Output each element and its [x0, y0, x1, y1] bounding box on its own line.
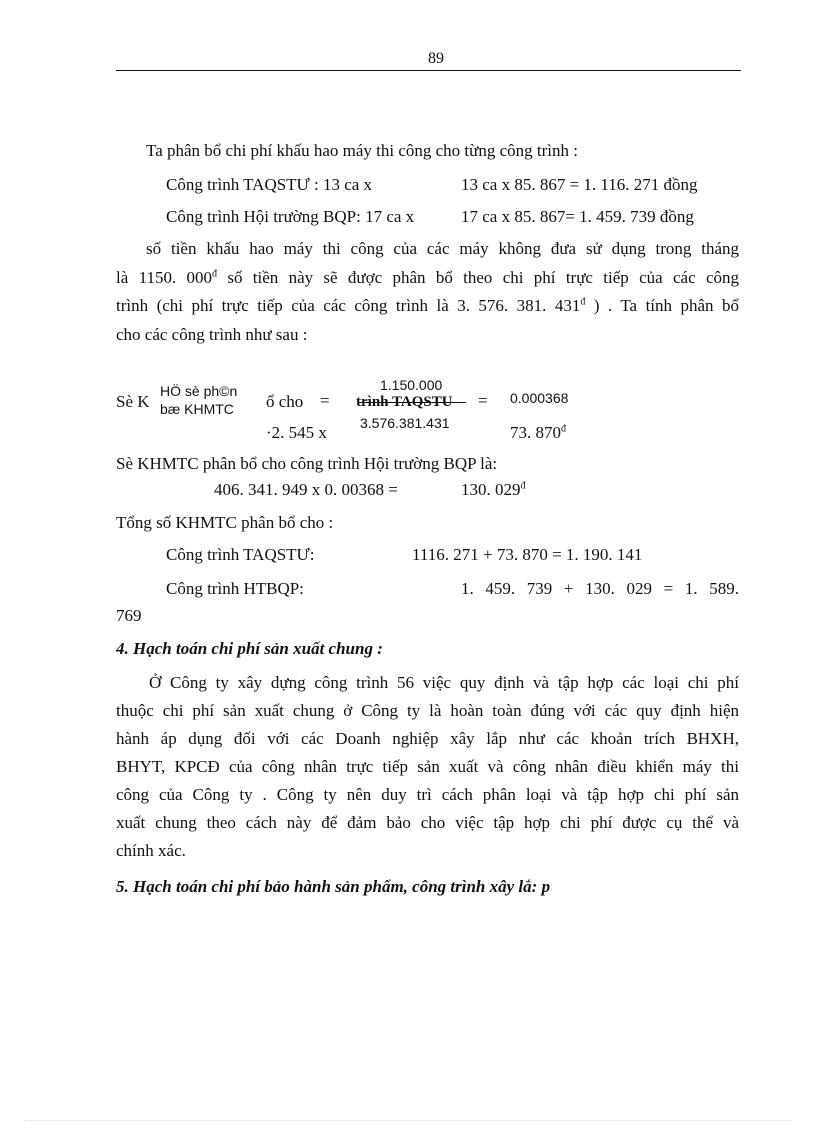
- bqp-allocation-heading: Sè KHMTC phân bổ cho công trình Hội trường BQP là:: [116, 454, 498, 473]
- paragraph-depreciation-line-2: là 1150. $000^đ$ số tiền này sẽ được phân bổ theo chi phí trực tiếp của các công: [116, 268, 739, 287]
- paragraph-depreciation-line-3: trình (chi phí trực tiếp của các công trình là 3. 576. 381. $431^đ$ ) . Ta tính phân bổ: [116, 296, 739, 315]
- page-bottom-edge: [24, 1120, 792, 1121]
- allocation-row-bqp-label: Công trình Hội trường BQP: 17 ca x: [166, 207, 415, 226]
- allocation-row-bqp-value: 17 ca x 85. 867= 1. 459. 739 đồng: [461, 207, 694, 226]
- allocation-row-taqstu-label: Công trình TAQSTƯ : 13 ca x: [166, 175, 373, 194]
- fraction-bar: [358, 402, 466, 403]
- paragraph-depreciation-line-4: cho các công trình như sau :: [116, 325, 308, 344]
- paragraph-depreciation-line-1: số tiền khấu hao máy thi công của các máy không đưa sử dụng trong tháng: [146, 239, 739, 258]
- section-4-line-1: Ở Công ty xây dựng công trình 56 việc quy định và tập hợp các loại chi phí: [149, 673, 739, 692]
- formula-multiplier: ·2. 545 x: [266, 423, 327, 442]
- formula-equals-1: =: [320, 391, 330, 410]
- formula-box-line-1: HÖ sè ph©n: [160, 383, 238, 399]
- bqp-allocation-result: 130. $029^đ$: [461, 480, 526, 499]
- formula-denominator: 3.576.381.431: [360, 415, 450, 431]
- section-4-line-5: công của Công ty . Công ty nên duy trì cách phân loại và tập hợp chi phí sản: [116, 785, 739, 804]
- formula-coefficient: 0.000368: [510, 390, 569, 406]
- total-row-htbqp-continuation: 769: [116, 606, 142, 625]
- formula-result: 73. $870^đ$: [510, 423, 566, 442]
- paragraph-intro: Ta phân bổ chi phí khấu hao máy thi công cho từng công trình :: [146, 141, 578, 160]
- section-4-line-6: xuất chung theo cách này để đảm bảo cho việc tập hợp chi phí được cụ thể và: [116, 813, 739, 832]
- total-row-taqstu-label: Công trình TAQSTƯ:: [166, 545, 315, 564]
- total-row-htbqp-value: 1. 459. 739 + 130. 029 = 1. 589.: [461, 579, 739, 598]
- total-row-taqstu-value: 1116. 271 + 73. 870 = 1. 190. 141: [412, 545, 643, 564]
- section-4-line-4: BHYT, KPCĐ của công nhân trực tiếp sản xuất và công nhân điều khiển máy thi: [116, 757, 739, 776]
- total-row-htbqp-label: Công trình HTBQP:: [166, 579, 304, 598]
- allocation-row-taqstu-value: 13 ca x 85. 867 = 1. 116. 271 đồng: [461, 175, 698, 194]
- section-4-line-3: hành áp dụng đối với các Doanh nghiệp xây lắp như các khoản trích BHXH,: [116, 729, 739, 748]
- total-heading: Tổng số KHMTC phân bổ cho :: [116, 513, 334, 532]
- formula-mid-text: ổ cho: [266, 392, 304, 411]
- formula-equals-2: =: [478, 391, 488, 410]
- formula-prefix: Sè K: [116, 392, 150, 411]
- page-number: 89: [428, 50, 444, 67]
- bqp-allocation-calc: 406. 341. 949 x 0. 00368 =: [214, 480, 398, 499]
- section-4-heading: 4. Hạch toán chi phí sản xuất chung :: [116, 639, 383, 658]
- formula-box-line-2: bæ KHMTC: [160, 401, 234, 417]
- section-4-line-2: thuộc chi phí sản xuất chung ở Công ty là hoàn toàn đúng với các quy định hiện: [116, 701, 739, 720]
- header-rule: [116, 70, 741, 71]
- formula-overlap-text: trình TAQSTU: [356, 394, 453, 410]
- formula-numerator: 1.150.000: [380, 377, 443, 393]
- section-5-heading: 5. Hạch toán chi phí bảo hành sản phẩm, công trình xây lắ: p: [116, 877, 551, 896]
- section-4-line-7: chính xác.: [116, 841, 186, 860]
